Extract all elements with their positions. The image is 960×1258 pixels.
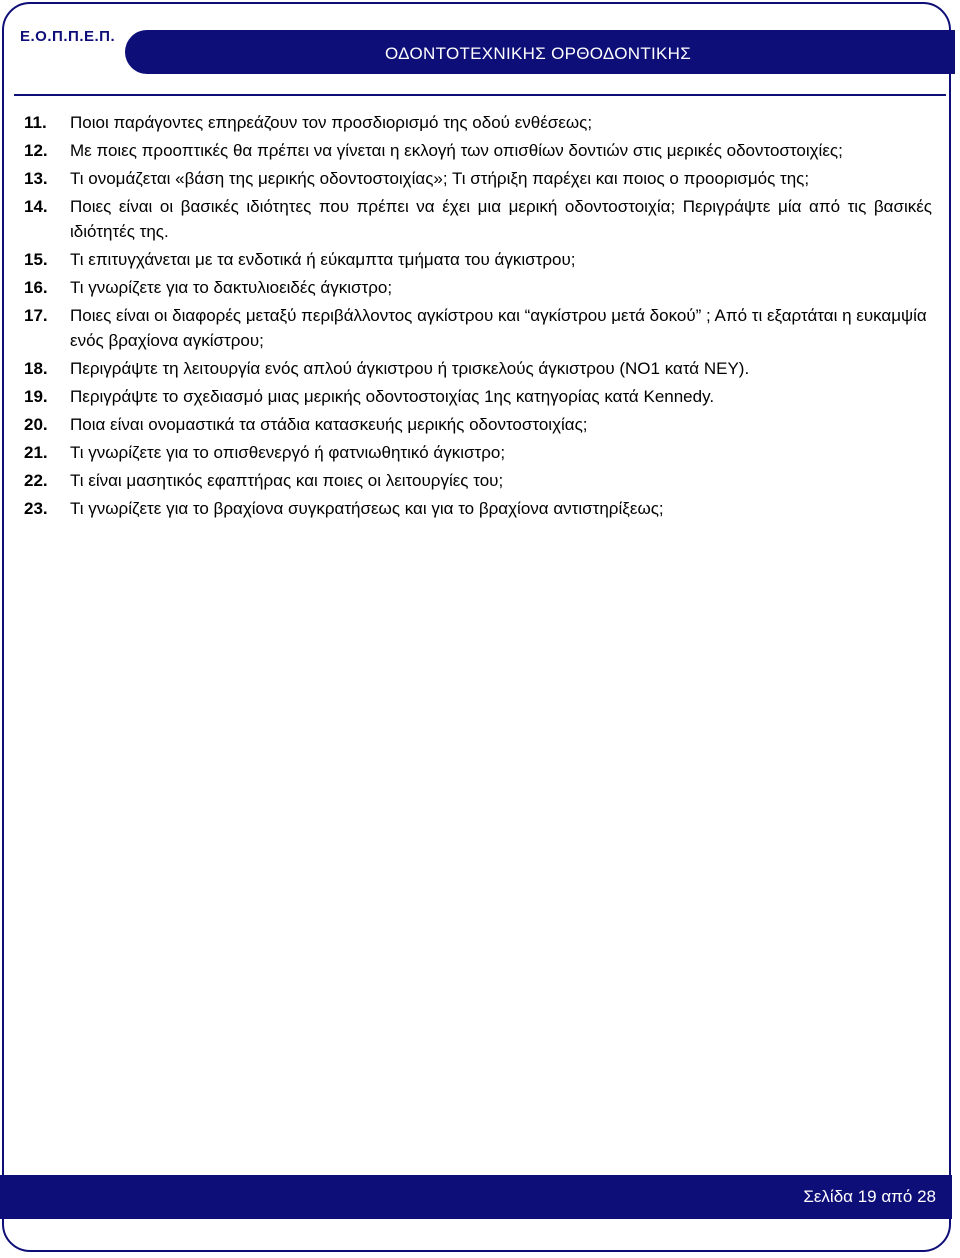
question-item bbox=[24, 247, 932, 272]
question-number: 20. bbox=[24, 415, 48, 434]
question-list bbox=[24, 110, 932, 524]
question-number: 19. bbox=[24, 387, 48, 406]
question-text: Με ποιες προοπτικές θα πρέπει να γίνεται η εκλογή των οπισθίων δοντιών στις μερικές οδοντοστοιχίες; bbox=[70, 141, 843, 160]
header-title: ΟΔΟΝΤΟΤΕΧΝΙΚΗΣ ΟΡΘΟΔΟΝΤΙΚΗΣ bbox=[385, 44, 692, 63]
question-number: 17. bbox=[24, 306, 48, 325]
question-item bbox=[24, 356, 932, 381]
question-item bbox=[24, 303, 932, 353]
question-text: Ποιοι παράγοντες επηρεάζουν τον προσδιορισμό της οδού ενθέσεως; bbox=[70, 113, 593, 132]
question-item bbox=[24, 166, 932, 191]
question-text: Ποιες είναι οι βασικές ιδιότητες που πρέπει να έχει μια μερική οδοντοστοιχία; Περιγράψτε μία από τις βασικές ιδιότητές της. bbox=[70, 197, 932, 241]
question-item bbox=[24, 496, 932, 521]
question-text: Τι γνωρίζετε για το βραχίονα συγκρατήσεως και για το βραχίονα αντιστηρίξεως; bbox=[70, 499, 664, 518]
question-text: Περιγράψτε το σχεδιασμό μιας μερικής οδοντοστοιχίας 1ης κατηγορίας κατά Kennedy. bbox=[70, 387, 715, 406]
question-number: 22. bbox=[24, 471, 48, 490]
question-number: 14. bbox=[24, 197, 48, 216]
question-number: 12. bbox=[24, 141, 48, 160]
question-text: Περιγράψτε τη λειτουργία ενός απλού άγκιστρου ή τρισκελούς άγκιστρου (ΝΟ1 κατά ΝΕΥ). bbox=[70, 359, 750, 378]
question-number: 21. bbox=[24, 443, 48, 462]
question-item bbox=[24, 275, 932, 300]
header-divider bbox=[14, 94, 946, 96]
question-text: Ποια είναι ονομαστικά τα στάδια κατασκευής μερικής οδοντοστοιχίας; bbox=[70, 415, 588, 434]
question-item bbox=[24, 384, 932, 409]
question-number: 15. bbox=[24, 250, 48, 269]
question-number: 16. bbox=[24, 278, 48, 297]
question-text: Τι γνωρίζετε για το δακτυλιοειδές άγκιστρο; bbox=[70, 278, 393, 297]
question-item bbox=[24, 468, 932, 493]
question-item bbox=[24, 412, 932, 437]
question-text: Τι ονομάζεται «βάση της μερικής οδοντοστοιχίας»; Τι στήριξη παρέχει και ποιος ο προορισμός της; bbox=[70, 169, 810, 188]
question-item bbox=[24, 110, 932, 135]
page-number: Σελίδα 19 από 28 bbox=[803, 1187, 936, 1206]
question-number: 11. bbox=[24, 113, 47, 132]
question-item bbox=[24, 194, 932, 244]
question-text: Τι επιτυγχάνεται με τα ενδοτικά ή εύκαμπτα τμήματα του άγκιστρου; bbox=[70, 250, 576, 269]
question-item bbox=[24, 138, 932, 163]
question-text: Ποιες είναι οι διαφορές μεταξύ περιβάλλοντος αγκίστρου και “αγκίστρου μετά δοκού” ; Από τι εξαρτάται η ευκαμψία ενός βραχίονα αγκίστρου; bbox=[70, 306, 927, 350]
question-number: 13. bbox=[24, 169, 48, 188]
question-text: Τι γνωρίζετε για το οπισθενεργό ή φατνιωθητικό άγκιστρο; bbox=[70, 443, 506, 462]
question-number: 18. bbox=[24, 359, 48, 378]
question-number: 23. bbox=[24, 499, 48, 518]
question-item bbox=[24, 440, 932, 465]
organization-name: Ε.Ο.Π.Π.Ε.Π. bbox=[20, 28, 116, 45]
question-text: Τι είναι μασητικός εφαπτήρας και ποιες οι λειτουργίες του; bbox=[70, 471, 504, 490]
